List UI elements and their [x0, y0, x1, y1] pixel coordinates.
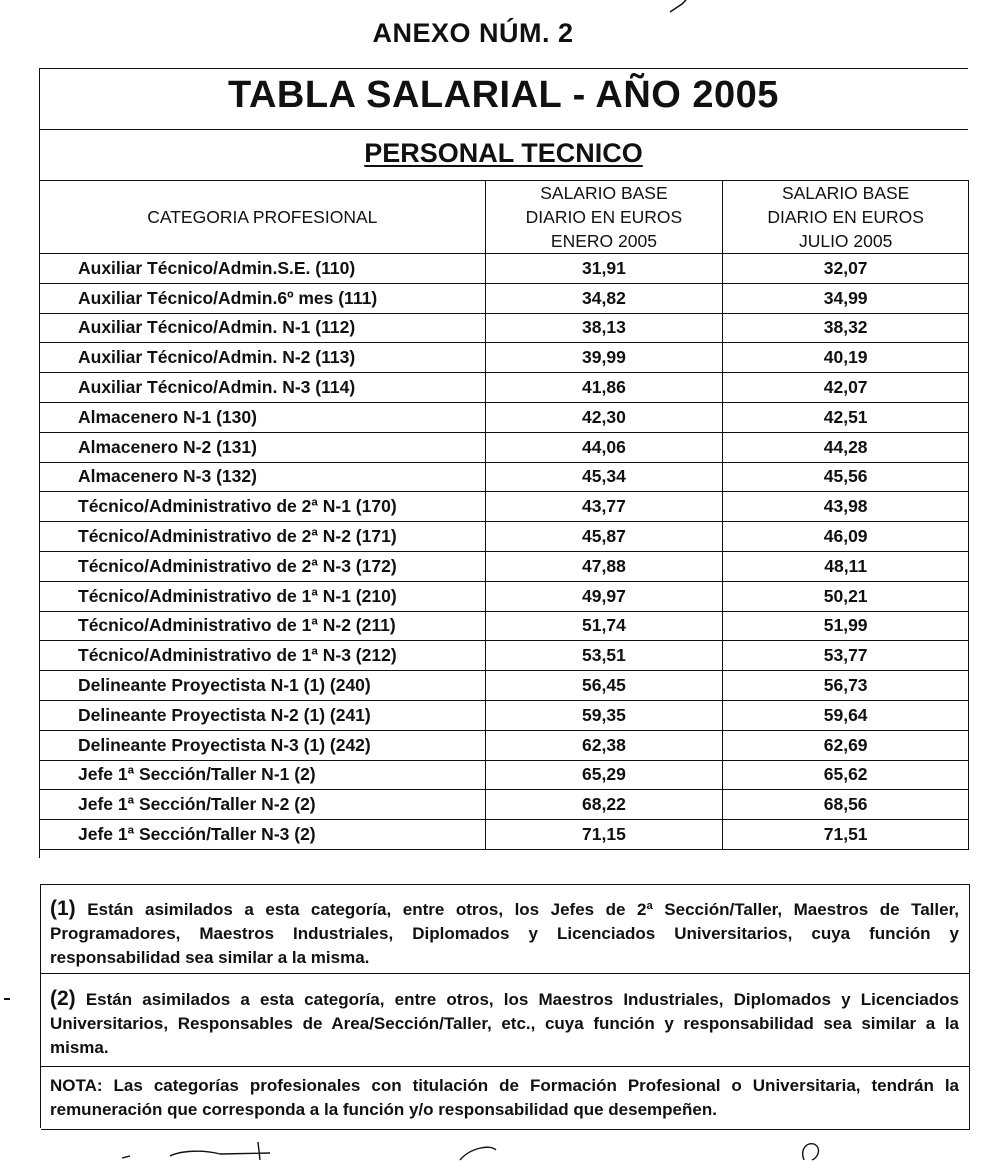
cell-salario-enero: 31,91	[485, 254, 723, 284]
cell-categoria: Delineante Proyectista N-3 (1) (242)	[40, 730, 486, 760]
cell-salario-enero: 49,97	[485, 581, 723, 611]
table-row	[40, 254, 969, 284]
table-row	[40, 462, 969, 492]
cell-categoria: Técnico/Administrativo de 1ª N-3 (212)	[40, 641, 486, 671]
table-row	[40, 492, 969, 522]
header-salario-julio: SALARIO BASE DIARIO EN EUROS JULIO 2005	[723, 181, 969, 254]
cell-salario-enero: 45,34	[485, 462, 723, 492]
table-row	[40, 730, 969, 760]
cell-salario-julio: 42,51	[723, 402, 969, 432]
table-row	[40, 283, 969, 313]
table-row	[40, 820, 969, 850]
cell-salario-julio: 59,64	[723, 700, 969, 730]
main-title: TABLA SALARIAL - AÑO 2005	[228, 74, 779, 116]
cell-salario-enero: 43,77	[485, 492, 723, 522]
section-title: PERSONAL TECNICO	[364, 138, 643, 168]
cell-salario-julio: 32,07	[723, 254, 969, 284]
cell-salario-enero: 45,87	[485, 522, 723, 552]
cell-categoria: Almacenero N-2 (131)	[40, 432, 486, 462]
header-categoria: CATEGORIA PROFESIONAL	[40, 181, 486, 254]
pen-mark	[668, 0, 688, 14]
cell-categoria: Auxiliar Técnico/Admin.S.E. (110)	[40, 254, 486, 284]
cell-salario-enero: 44,06	[485, 432, 723, 462]
title-rule-top	[39, 68, 968, 69]
cell-salario-enero: 39,99	[485, 343, 723, 373]
cell-salario-enero: 41,86	[485, 373, 723, 403]
cell-salario-julio: 40,19	[723, 343, 969, 373]
cell-salario-enero: 42,30	[485, 402, 723, 432]
cell-categoria: Técnico/Administrativo de 2ª N-3 (172)	[40, 551, 486, 581]
table-row	[40, 700, 969, 730]
cell-salario-julio: 53,77	[723, 641, 969, 671]
cell-salario-julio: 65,62	[723, 760, 969, 790]
table-row	[40, 551, 969, 581]
annex-title: ANEXO NÚM. 2	[372, 18, 574, 48]
nota: NOTA: Las categorías profesionales con titulación de Formación Profesional o Universitaria, tendrán la remuneración que corresponda a la función y/o responsabilidad que desempeñen.	[50, 1076, 959, 1119]
footnote-1-text: Están asimilados a esta categoría, entre otros, los Jefes de 2ª Sección/Taller, Maestros de Taller, Programadores, Maestros Industriales, Diplomados y Licenciados Universitarios, cuya función y responsabilidad sea similar a la misma.	[50, 900, 959, 967]
table-header-row	[40, 181, 969, 254]
cell-salario-enero: 68,22	[485, 790, 723, 820]
salary-table	[39, 180, 969, 850]
footnote-2-marker: (2)	[50, 987, 76, 1010]
cell-salario-julio: 50,21	[723, 581, 969, 611]
cell-salario-enero: 71,15	[485, 820, 723, 850]
cell-salario-julio: 38,32	[723, 313, 969, 343]
cell-categoria: Técnico/Administrativo de 2ª N-2 (171)	[40, 522, 486, 552]
cell-categoria: Técnico/Administrativo de 1ª N-1 (210)	[40, 581, 486, 611]
cell-salario-julio: 44,28	[723, 432, 969, 462]
notes-box	[40, 884, 970, 1128]
cell-categoria: Técnico/Administrativo de 2ª N-1 (170)	[40, 492, 486, 522]
cell-salario-enero: 53,51	[485, 641, 723, 671]
cell-salario-julio: 51,99	[723, 611, 969, 641]
table-row	[40, 581, 969, 611]
cell-salario-julio: 71,51	[723, 820, 969, 850]
cell-categoria: Almacenero N-3 (132)	[40, 462, 486, 492]
footnote-1-marker: (1)	[50, 897, 76, 920]
margin-mark	[4, 998, 10, 1000]
table-row	[40, 760, 969, 790]
cell-salario-julio: 48,11	[723, 551, 969, 581]
cell-salario-julio: 34,99	[723, 283, 969, 313]
table-row	[40, 402, 969, 432]
cell-categoria: Jefe 1ª Sección/Taller N-2 (2)	[40, 790, 486, 820]
cell-salario-julio: 43,98	[723, 492, 969, 522]
table-row	[40, 611, 969, 641]
table-row	[40, 641, 969, 671]
notes-box-border	[41, 885, 970, 1130]
cell-salario-julio: 46,09	[723, 522, 969, 552]
cell-salario-julio: 45,56	[723, 462, 969, 492]
cell-categoria: Auxiliar Técnico/Admin. N-2 (113)	[40, 343, 486, 373]
cell-salario-enero: 56,45	[485, 671, 723, 701]
table-row	[40, 343, 969, 373]
cell-categoria: Auxiliar Técnico/Admin.6º mes (111)	[40, 283, 486, 313]
cell-salario-enero: 65,29	[485, 760, 723, 790]
cell-categoria: Jefe 1ª Sección/Taller N-1 (2)	[40, 760, 486, 790]
title-rule-bottom	[39, 129, 968, 130]
cell-salario-enero: 47,88	[485, 551, 723, 581]
cell-salario-enero: 38,13	[485, 313, 723, 343]
table-row	[40, 671, 969, 701]
cell-salario-julio: 42,07	[723, 373, 969, 403]
cell-categoria: Delineante Proyectista N-1 (1) (240)	[40, 671, 486, 701]
table-row	[40, 313, 969, 343]
cell-salario-enero: 51,74	[485, 611, 723, 641]
cell-salario-enero: 34,82	[485, 283, 723, 313]
footnote-2-text: Están asimilados a esta categoría, entre otros, los Maestros Industriales, Diplomados y Licenciados Universitarios, Responsables de Area/Sección/Taller, etc., cuya función y responsabilidad sea similar a la misma.	[50, 990, 959, 1057]
cell-salario-enero: 59,35	[485, 700, 723, 730]
header-salario-enero: SALARIO BASE DIARIO EN EUROS ENERO 2005	[485, 181, 723, 254]
table-row	[40, 373, 969, 403]
handwritten-signature	[110, 1138, 830, 1161]
cell-salario-julio: 68,56	[723, 790, 969, 820]
cell-salario-enero: 62,38	[485, 730, 723, 760]
cell-categoria: Delineante Proyectista N-2 (1) (241)	[40, 700, 486, 730]
cell-categoria: Jefe 1ª Sección/Taller N-3 (2)	[40, 820, 486, 850]
table-row	[40, 522, 969, 552]
cell-salario-julio: 56,73	[723, 671, 969, 701]
cell-salario-julio: 62,69	[723, 730, 969, 760]
cell-categoria: Auxiliar Técnico/Admin. N-1 (112)	[40, 313, 486, 343]
cell-categoria: Técnico/Administrativo de 1ª N-2 (211)	[40, 611, 486, 641]
table-row	[40, 790, 969, 820]
cell-categoria: Almacenero N-1 (130)	[40, 402, 486, 432]
table-row	[40, 432, 969, 462]
cell-categoria: Auxiliar Técnico/Admin. N-3 (114)	[40, 373, 486, 403]
